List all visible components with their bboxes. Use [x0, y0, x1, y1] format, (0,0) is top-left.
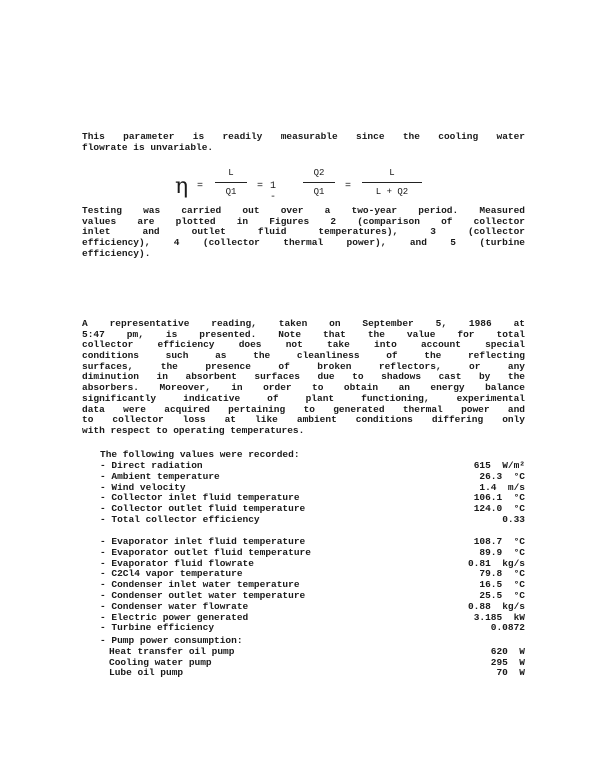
item-label: - Evaporator fluid flowrate — [100, 557, 254, 569]
item-value: 0.0872 — [490, 622, 525, 634]
item-value: 89.9 °C — [479, 546, 525, 558]
item-label: - Collector outlet fluid temperature — [100, 503, 306, 515]
text-line: absorbers. Moreover, in order to obtain an energy balance — [82, 382, 525, 394]
text-line: significantly indicative of plant functioning, experimental — [82, 392, 525, 404]
item-label: - Direct radiation — [100, 460, 203, 471]
denominator: Q1 — [313, 187, 325, 197]
item-label: - Condenser water flowrate — [100, 600, 249, 612]
item-value: 0.81 kg/s — [467, 557, 525, 569]
text-line: with respect to operating temperatures. — [82, 424, 305, 436]
list-item — [100, 647, 525, 658]
item-value: 0.33 — [502, 513, 525, 525]
item-value: 620 W — [490, 645, 525, 657]
text-line: surfaces, the presence of broken reflectors, or any — [82, 360, 525, 372]
text-line: collector efficiency does not take into account special — [82, 339, 525, 351]
item-value: 3.185 kW — [473, 611, 525, 623]
denominator: L + Q2 — [375, 187, 409, 197]
item-value: 108.7 °C — [473, 536, 525, 547]
item-value: 124.0 °C — [473, 503, 525, 515]
item-label: - Condenser inlet water temperature — [100, 579, 300, 591]
item-label: - Electric power generated — [100, 611, 249, 623]
text-line: diminution in absorbent surfaces due to shadows cast by the — [82, 371, 525, 383]
text-line: data were acquired pertaining to generated thermal power and — [82, 403, 525, 415]
item-label: Heat transfer oil pump — [109, 645, 235, 657]
item-label: - Evaporator outlet fluid temperature — [100, 546, 311, 558]
text-line: This parameter is readily measurable since the cooling water — [82, 131, 525, 142]
item-value: 106.1 °C — [473, 492, 525, 504]
denominator: Q1 — [225, 187, 237, 197]
list-item — [100, 623, 525, 634]
list-item — [100, 515, 525, 526]
text-line: values are plotted in Figures 2 (comparison of collector — [82, 215, 525, 227]
values-heading: The following values were recorded: — [100, 449, 300, 460]
numerator: L — [389, 168, 395, 178]
item-label: - Evaporator inlet fluid temperature — [100, 536, 306, 547]
item-value: 0.88 kg/s — [467, 600, 525, 612]
fraction-l-over-q1 — [215, 168, 247, 197]
text-line: inlet and outlet fluid temperatures), 3 (collector — [82, 226, 525, 238]
fraction-q2-over-q1 — [303, 168, 335, 197]
item-label: - Wind velocity — [100, 481, 186, 493]
item-value: 1.4 m/s — [479, 481, 525, 493]
item-label: Cooling water pump — [109, 656, 212, 668]
fraction-l-over-l-plus-q2 — [362, 168, 422, 197]
measurement-list-plant — [100, 537, 525, 634]
numerator: Q2 — [313, 168, 325, 178]
text-line: flowrate is unvariable. — [82, 141, 214, 153]
item-label: - Turbine efficiency — [100, 622, 215, 634]
item-value: 615 W/m² — [473, 460, 525, 471]
list-item — [100, 548, 525, 559]
reading-paragraph — [82, 319, 525, 437]
item-value: 295 W — [490, 656, 525, 668]
list-item — [100, 602, 525, 613]
item-label: - Condenser outlet water temperature — [100, 589, 306, 601]
item-label: - C2Cl4 vapor temperature — [100, 568, 243, 580]
text-line: efficiency). — [82, 247, 151, 259]
text-line: efficiency), 4 (collector thermal power), and 5 (turbine — [82, 237, 525, 249]
list-item — [100, 472, 525, 483]
testing-paragraph — [82, 206, 525, 259]
numerator: L — [228, 168, 234, 178]
item-value: 16.5 °C — [479, 579, 525, 591]
eta-symbol: η — [175, 174, 189, 199]
item-value: 25.5 °C — [479, 589, 525, 601]
intro-paragraph — [82, 132, 525, 153]
measurement-list-collector — [100, 461, 525, 526]
text-line: A representative reading, taken on September 5, 1986 at — [82, 318, 525, 329]
pump-heading: - Pump power consumption: — [100, 635, 243, 646]
equals-sign: = — [345, 181, 352, 192]
equals-sign: = — [197, 181, 204, 192]
item-label: Lube oil pump — [109, 667, 184, 679]
equals-sign: = — [257, 181, 264, 192]
text-line: 5:47 pm, is presented. Note that the value for total — [82, 328, 525, 340]
item-label: - Total collector efficiency — [100, 513, 260, 525]
text-line: to collector loss at like ambient conditions differing only — [82, 414, 525, 426]
item-value: 70 W — [496, 667, 525, 679]
item-value: 26.3 °C — [479, 470, 525, 482]
item-value: 79.8 °C — [479, 568, 525, 580]
pump-consumption-list — [100, 636, 525, 679]
text-line: Testing was carried out over a two-year period. Measured — [82, 205, 525, 216]
text-line: conditions such as the cleanliness of the reflecting — [82, 350, 525, 362]
item-label: - Collector inlet fluid temperature — [100, 492, 300, 504]
list-item — [100, 668, 525, 679]
one-minus: 1 - — [270, 181, 277, 203]
item-label: - Ambient temperature — [100, 470, 220, 482]
